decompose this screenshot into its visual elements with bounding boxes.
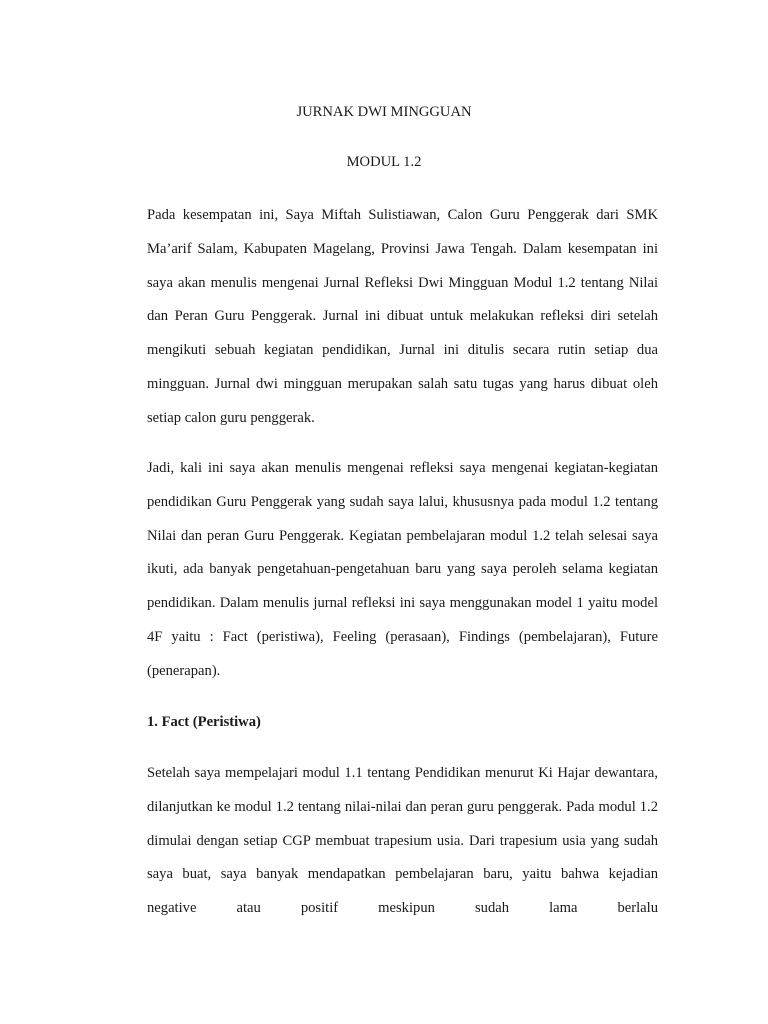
section-heading-fact: 1. Fact (Peristiwa) [147, 714, 261, 730]
paragraph-reflection: Jadi, kali ini saya akan menulis mengenai refleksi saya mengenai kegiatan-kegiatan pendidikan Guru Penggerak yang sudah saya lalui, khususnya pada modul 1.2 tentang Nilai dan peran Guru Penggerak. Kegiatan pembelajaran modul 1.2 telah selesai saya ikuti, ada banyak pengetahuan-pengetahuan baru yang saya peroleh selama kegiatan pendidikan. Dalam menulis jurnal refleksi ini saya menggunakan model 1 yaitu model 4F yaitu : Fact (peristiwa), Feeling (perasaan), Findings (pembelajaran), Future (penerapan). [147, 460, 658, 679]
document-body [147, 0, 658, 1024]
document-subtitle: MODUL 1.2 [346, 154, 422, 170]
paragraph-fact: Setelah saya mempelajari modul 1.1 tentang Pendidikan menurut Ki Hajar dewantara, dilanjutkan ke modul 1.2 tentang nilai-nilai dan peran guru penggerak. Pada modul 1.2 dimulai dengan setiap CGP membuat trapesium usia. Dari trapesium usia yang sudah saya buat, saya banyak mendapatkan pembelajaran baru, yaitu bahwa kejadian negative atau positif meskipun sudah lama berlalu [147, 765, 658, 917]
paragraph-intro: Pada kesempatan ini, Saya Miftah Sulistiawan, Calon Guru Penggerak dari SMK Ma’arif Salam, Kabupaten Magelang, Provinsi Jawa Tengah. Dalam kesempatan ini saya akan menulis mengenai Jurnal Refleksi Dwi Mingguan Modul 1.2 tentang Nilai dan Peran Guru Penggerak. Jurnal ini dibuat untuk melakukan refleksi diri setelah mengikuti sebuah kegiatan pendidikan, Jurnal ini ditulis secara rutin setiap dua mingguan. Jurnal dwi mingguan merupakan salah satu tugas yang harus dibuat oleh setiap calon guru penggerak. [147, 207, 658, 426]
document-title: JURNAK DWI MINGGUAN [296, 104, 472, 120]
